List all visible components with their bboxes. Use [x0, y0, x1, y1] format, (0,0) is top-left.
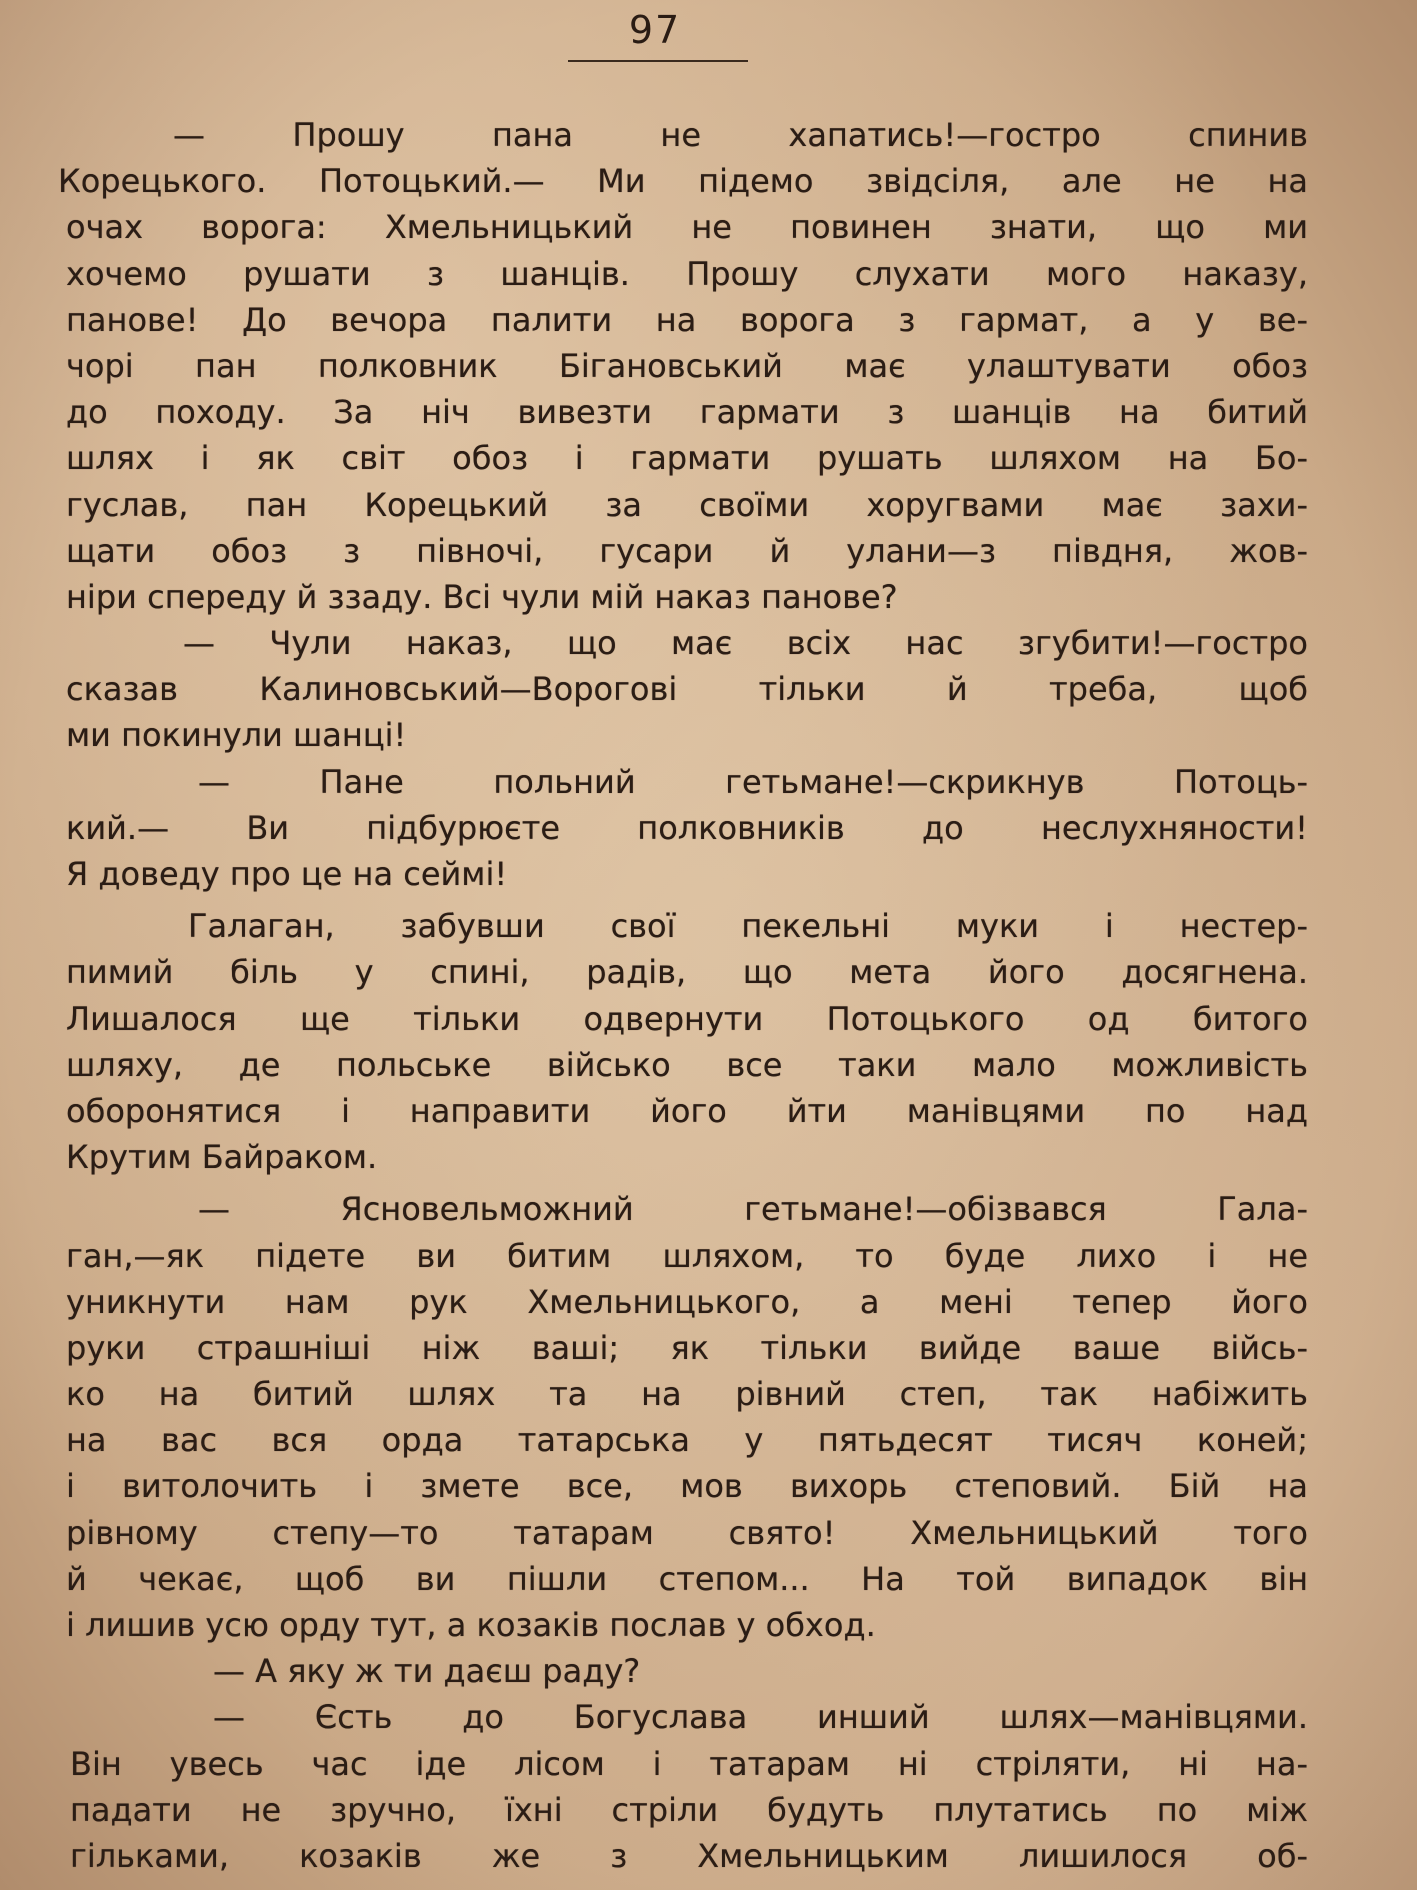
page-number-rule — [568, 60, 748, 62]
text-line: шляху, де польське військо все таки мало можливість — [66, 1045, 1308, 1084]
text-line: і лишив усю орду тут, а козаків послав у обход. — [66, 1606, 876, 1644]
text-line: Він увесь час іде лісом і татарам ні стріляти, ні на- — [70, 1744, 1308, 1783]
text-line: панове! До вечора палити на ворога з гармат, а у ве- — [66, 300, 1308, 339]
text-line: ган,—як підете ви битим шляхом, то буде лихо і не — [66, 1236, 1308, 1275]
text-line: кий.— Ви підбурюєте полковників до неслухняности! — [66, 808, 1308, 847]
text-line: Корецького. Потоцький.— Ми підемо звідсіля, але не на — [58, 162, 1308, 201]
text-line: ми покинули шанці! — [66, 716, 407, 755]
text-line: пимий біль у спині, радів, що мета його досягнена. — [66, 953, 1308, 992]
text-line: — Пане польний гетьмане!—скрикнув Потоць- — [198, 762, 1308, 801]
text-line: рівному степу—то татарам свято! Хмельницький того — [66, 1513, 1308, 1552]
text-line: — А яку ж ти даєш раду? — [213, 1652, 641, 1691]
text-line: — Єсть до Богуслава инший шлях—манівцями. — [213, 1698, 1308, 1737]
text-line: падати не зручно, їхні стріли будуть плутатись по між — [70, 1790, 1308, 1829]
text-line: — Прошу пана не хапатись!—гостро спинив — [173, 116, 1308, 154]
text-line: хочемо рушати з шанців. Прошу слухати мого наказу, — [66, 254, 1308, 293]
text-line: гільками, козаків же з Хмельницьким лишилося об- — [70, 1836, 1308, 1875]
text-line: — Чули наказ, що має всіх нас згубити!—гостро — [183, 624, 1308, 663]
text-line: сказав Калиновський—Ворогові тільки й треба, щоб — [66, 670, 1308, 709]
text-line: ніри спереду й ззаду. Всі чули мій наказ панове? — [66, 577, 898, 616]
text-line: оборонятися і направити його йти манівцями по над — [66, 1091, 1308, 1130]
text-line: очах ворога: Хмельницький не повинен знати, що ми — [66, 208, 1308, 247]
text-line: Я доведу про це на сеймі! — [66, 855, 508, 893]
text-line: на вас вся орда татарська у пятьдесят тисяч коней; — [66, 1421, 1308, 1460]
text-line: шлях і як світ обоз і гармати рушать шляхом на Бо- — [66, 439, 1308, 478]
text-line: і витолочить і змете все, мов вихорь степовий. Бій на — [66, 1467, 1308, 1506]
text-line: ко на битий шлях та на рівний степ, так набіжить — [66, 1375, 1308, 1414]
text-line: й чекає, щоб ви пішли степом... На той випадок він — [66, 1559, 1308, 1598]
text-line: щати обоз з півночі, гусари й улани—з півдня, жов- — [66, 531, 1308, 570]
text-line: — Ясновельможний гетьмане!—обізвався Гала- — [198, 1190, 1308, 1229]
body-text — [58, 112, 1308, 1879]
text-line: уникнути нам рук Хмельницького, а мені тепер його — [66, 1282, 1308, 1321]
text-line: Лишалося ще тільки одвернути Потоцького од битого — [66, 999, 1308, 1038]
text-line: чорі пан полковник Бігановський має улаштувати обоз — [66, 346, 1308, 385]
text-line: до походу. За ніч вивезти гармати з шанців на битий — [66, 393, 1308, 432]
text-line: Крутим Байраком. — [66, 1138, 378, 1177]
text-line: руки страшніші ніж ваші; як тільки вийде ваше війсь- — [66, 1328, 1308, 1367]
page-number: 97 — [628, 8, 682, 52]
text-line: гуслав, пан Корецький за своїми хоругвами має захи- — [66, 485, 1308, 524]
text-line: Галаган, забувши свої пекельні муки і нестер- — [188, 907, 1308, 946]
